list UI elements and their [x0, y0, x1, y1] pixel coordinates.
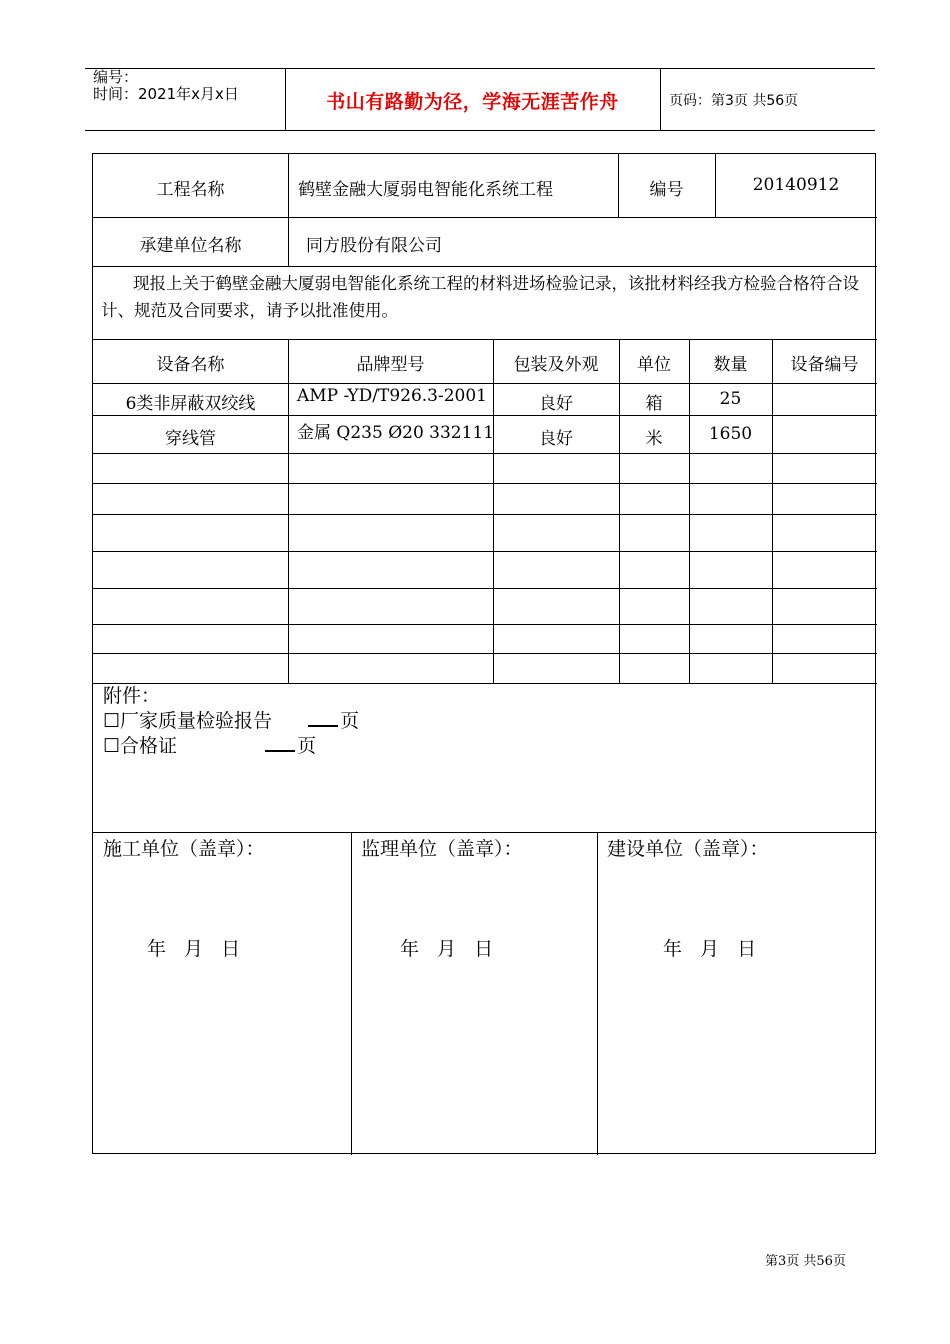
- row-line: [93, 383, 877, 384]
- date-field: 年 月 日: [663, 938, 757, 960]
- row-line: [93, 832, 877, 833]
- table-cell: 良好: [539, 394, 573, 414]
- row-line: [93, 588, 877, 589]
- table-cell: 米: [645, 429, 663, 449]
- owner-unit-seal: 建设单位（盖章）：: [607, 838, 769, 860]
- attachments-section: [103, 684, 359, 759]
- construction-unit-seal: 施工单位（盖章）：: [103, 838, 265, 860]
- row-line: [93, 624, 877, 625]
- column-header: 单位: [637, 355, 671, 375]
- number-value: 20140912: [752, 175, 840, 195]
- row-line: [93, 453, 877, 454]
- row-line: [93, 217, 877, 218]
- col-line: [351, 832, 352, 1155]
- header-motto: 书山有路勤为径，学海无涯苦作舟: [326, 91, 619, 113]
- row-line: [93, 551, 877, 552]
- table-cell: AMP -YD/T926.3-2001: [297, 386, 487, 406]
- blank-line: [308, 709, 338, 727]
- column-header: 品牌型号: [356, 355, 425, 375]
- col-line: [288, 339, 289, 683]
- column-header: 包装及外观: [513, 355, 599, 375]
- col-line: [288, 154, 289, 266]
- header-divider: [660, 69, 661, 130]
- header-meta: [93, 69, 239, 103]
- code-label: 编号：: [93, 68, 139, 86]
- project-name-label: 工程名称: [156, 180, 225, 200]
- report-text: 现报上关于鹤壁金融大厦弱电智能化系统工程的材料进场检验记录，该批材料经我方检验合格符合设计、规范及合同要求，请予以批准使用。: [101, 274, 859, 320]
- row-line: [93, 653, 877, 654]
- row-line: [93, 339, 877, 340]
- time-line: 时间：2021年x月x日: [93, 85, 239, 103]
- project-name-value: 鹤壁金融大厦弱电智能化系统工程: [298, 180, 553, 200]
- row-line: [93, 483, 877, 484]
- footer-page-info: 第3页 共56页: [765, 1254, 846, 1269]
- table-cell: 金属 Q235 Ø20 332111: [297, 423, 495, 443]
- page-header: [85, 68, 875, 131]
- table-cell: 1650: [708, 424, 753, 444]
- header-page-info: 页码：第3页 共56页: [669, 93, 799, 109]
- attachment-item: [103, 734, 359, 759]
- column-header: 设备名称: [156, 355, 225, 375]
- attachments-title: 附件：: [103, 685, 161, 707]
- column-header: 设备编号: [790, 355, 859, 375]
- date-field: 年 月 日: [400, 938, 494, 960]
- table-cell: 25: [719, 389, 742, 409]
- col-line: [597, 832, 598, 1155]
- supervision-unit-seal: 监理单位（盖章）：: [361, 838, 523, 860]
- table-cell: 良好: [539, 429, 573, 449]
- blank-line: [265, 734, 295, 752]
- table-cell: 穿线管: [165, 429, 216, 449]
- page-unit: 页: [340, 710, 360, 732]
- table-cell: 箱: [645, 394, 663, 414]
- row-line: [93, 266, 877, 267]
- date-field: 年 月 日: [147, 938, 241, 960]
- contractor-value: 同方股份有限公司: [306, 236, 442, 256]
- attachment-label: ☐厂家质量检验报告: [103, 710, 273, 732]
- row-line: [93, 415, 877, 416]
- material-inspection-form: [92, 153, 876, 1154]
- col-line: [772, 339, 773, 683]
- column-header: 数量: [713, 355, 748, 375]
- attachment-item: [103, 709, 359, 734]
- contractor-label: 承建单位名称: [139, 236, 242, 256]
- row-line: [93, 514, 877, 515]
- table-cell: 6类非屏蔽双绞线: [125, 394, 256, 414]
- page-unit: 页: [297, 735, 317, 757]
- number-label: 编号: [649, 180, 684, 200]
- attachment-label: ☐合格证: [103, 735, 178, 757]
